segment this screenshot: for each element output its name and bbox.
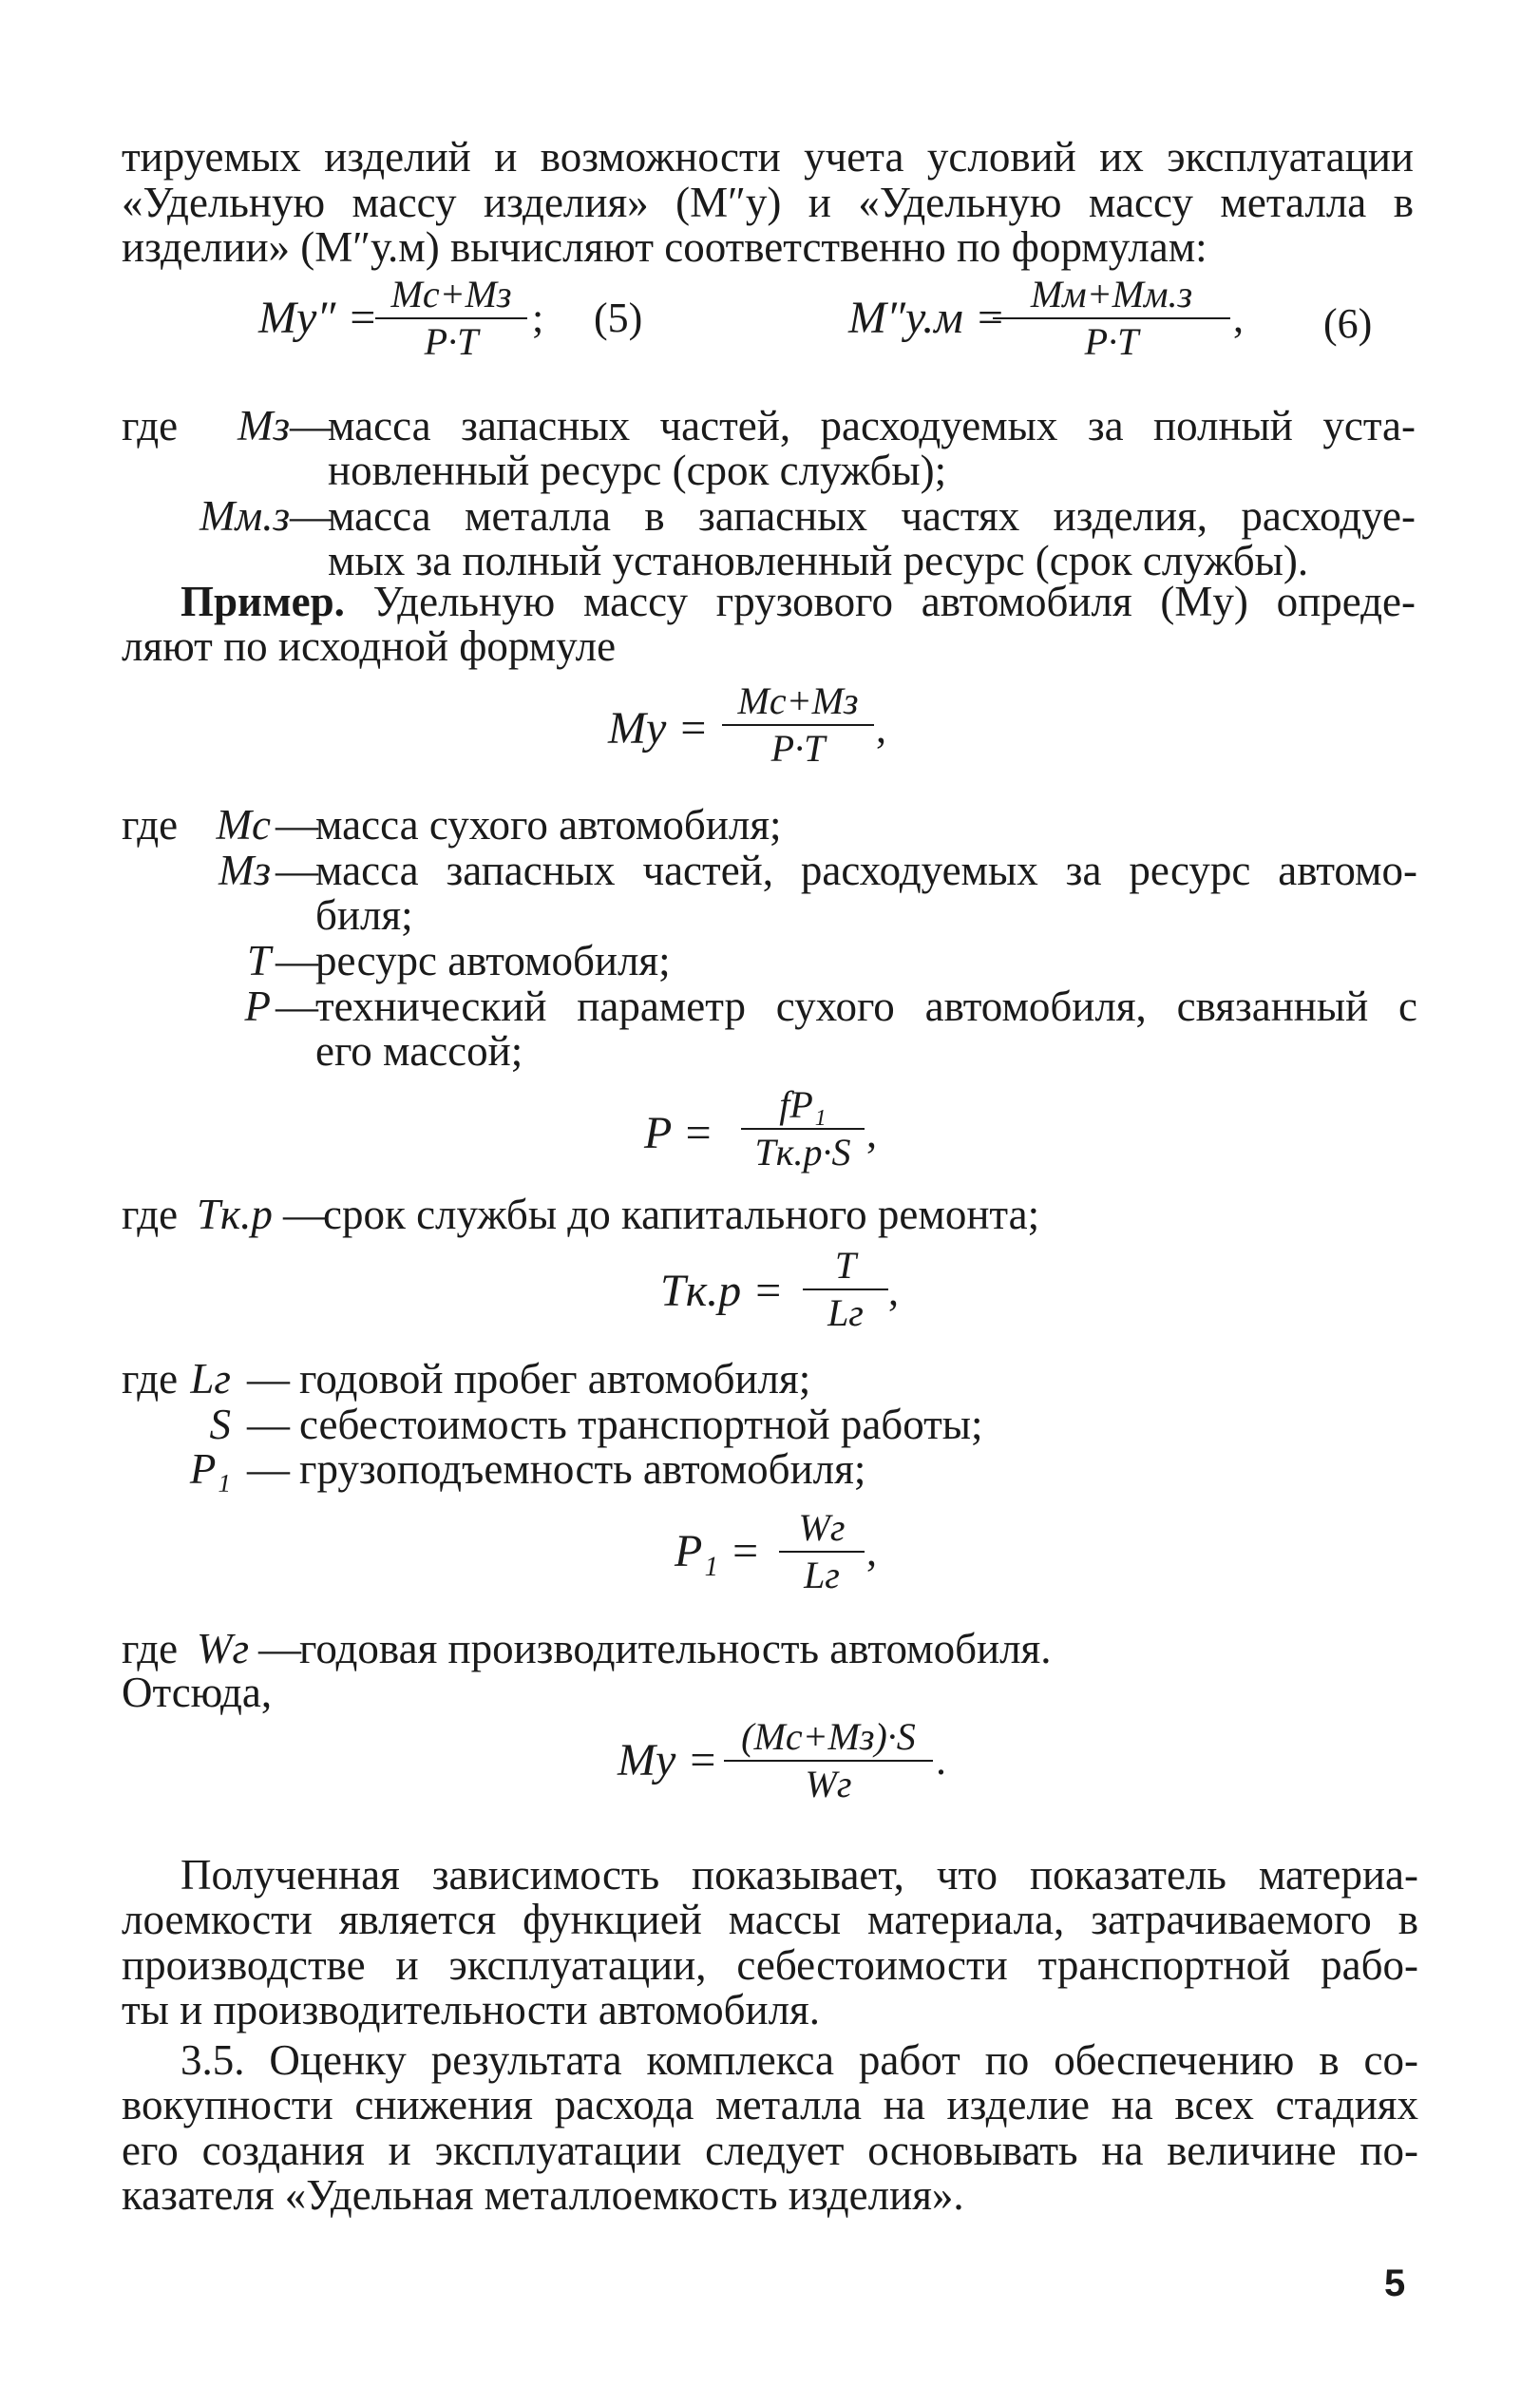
fraction-bar xyxy=(724,1760,933,1762)
formula-final-denominator: Wг xyxy=(805,1763,852,1805)
text-line: Полученная зависимость показывает, что показатель материа- xyxy=(181,1851,1418,1899)
fraction-bar xyxy=(722,724,874,726)
def-dash: — xyxy=(247,1355,290,1403)
def-text: себестоимость транспортной работы; xyxy=(299,1401,983,1448)
formula-6-lhs: M″у.м = xyxy=(848,293,1006,343)
formula-p-numerator: fP₁ xyxy=(779,1083,827,1126)
formula-tkr-denominator: Lг xyxy=(827,1291,864,1334)
fraction-bar xyxy=(803,1288,888,1290)
def-prefix: где xyxy=(122,1191,179,1238)
formula-5-fraction xyxy=(375,273,527,363)
formula-6-numerator: Mм+Mм.з xyxy=(1030,273,1193,315)
def-text: годовая производительность автомобиля. xyxy=(299,1625,1052,1672)
def-text: срок службы до капитального ремонта; xyxy=(323,1191,1040,1238)
text-line: производстве и эксплуатации, себестоимости транспортной рабо- xyxy=(122,1941,1418,1989)
text-line: изделии» (M″у.м) вычисляют соответственно по формулам: xyxy=(122,223,1207,271)
def-text: масса запасных частей, расходуемых за полный уста- xyxy=(328,402,1416,449)
formula-p-trail: , xyxy=(866,1110,877,1156)
formula-p1-denominator: Lг xyxy=(804,1554,840,1596)
def-key: Tк.р xyxy=(197,1191,273,1238)
def-text: новленный ресурс (срок службы); xyxy=(328,447,947,494)
def-text: технический параметр сухого автомобиля, связанный с xyxy=(315,983,1417,1030)
def-dash: — xyxy=(276,983,318,1030)
formula-my-denominator: P·T xyxy=(770,727,826,770)
formula-p1-fraction xyxy=(779,1506,865,1596)
formula-6-denominator: P·T xyxy=(1084,320,1139,363)
def-dash: — xyxy=(247,1445,290,1493)
text-line: ты и производительности автомобиля. xyxy=(122,1986,821,2033)
text-line: лоемкости является функцией массы материала, затрачиваемого в xyxy=(122,1896,1418,1943)
example-label: Пример. xyxy=(181,578,345,625)
def-key: S xyxy=(209,1401,231,1448)
formula-final-lhs: Mу = xyxy=(618,1735,718,1785)
formula-tkr-lhs: Tк.р = xyxy=(660,1266,784,1316)
def-key: Mз xyxy=(237,402,290,449)
def-key: P xyxy=(244,983,271,1030)
def-text: грузоподъемность автомобиля; xyxy=(299,1445,866,1493)
formula-my-lhs: Mу = xyxy=(608,703,709,754)
def-text: его массой; xyxy=(315,1027,523,1075)
def-text: масса запасных частей, расходуемых за ресурс автомо- xyxy=(315,847,1417,894)
def-text: годовой пробег автомобиля; xyxy=(299,1355,811,1403)
text-line: вокупности снижения расхода металла на изделие на всех стадиях xyxy=(122,2081,1418,2128)
example-line-2: ляют по исходной формуле xyxy=(122,622,617,670)
formula-5-numerator: Mс+Mз xyxy=(390,273,512,315)
def-dash: — xyxy=(247,1401,290,1448)
formula-6-fraction xyxy=(993,273,1230,363)
def-dash: — xyxy=(290,402,333,449)
formula-5-denominator: P·T xyxy=(424,320,479,363)
text-line: тируемых изделий и возможности учета условий их эксплуатации xyxy=(122,133,1414,181)
def-text: ресурс автомобиля; xyxy=(315,937,671,984)
def-key: Mз xyxy=(218,847,271,894)
def-prefix: где xyxy=(122,402,179,449)
def-key: P₁ xyxy=(189,1445,231,1493)
formula-6-trail: , xyxy=(1233,295,1244,341)
formula-5-number: (5) xyxy=(594,295,643,341)
def-dash: — xyxy=(258,1625,301,1672)
def-key: Mс xyxy=(216,801,271,849)
formula-p1-numerator: Wг xyxy=(798,1506,846,1549)
formula-my-numerator: Mс+Mз xyxy=(737,679,859,722)
formula-p-lhs: P = xyxy=(644,1108,713,1158)
fraction-bar xyxy=(779,1551,865,1553)
def-dash: — xyxy=(276,801,318,849)
def-key: Lг xyxy=(190,1355,231,1403)
formula-tkr-trail: , xyxy=(888,1268,899,1314)
text-line: 3.5. Оценку результата комплекса работ по обеспечению в со- xyxy=(181,2036,1418,2084)
formula-final-fraction xyxy=(724,1715,933,1805)
formula-p-fraction xyxy=(741,1083,865,1174)
formula-tkr-numerator: T xyxy=(834,1244,857,1287)
def-dash: — xyxy=(290,492,333,540)
def-prefix: где xyxy=(122,801,179,849)
fraction-bar xyxy=(993,317,1230,319)
def-prefix: где xyxy=(122,1625,179,1672)
text-line: казателя «Удельная металлоемкость изделия». xyxy=(122,2171,964,2219)
formula-tkr-fraction xyxy=(803,1244,888,1334)
fraction-bar xyxy=(741,1128,865,1130)
def-dash: — xyxy=(283,1191,326,1238)
text-line: «Удельную массу изделия» (M″у) и «Удельную массу металла в xyxy=(122,179,1414,226)
def-dash: — xyxy=(276,937,318,984)
formula-p-denominator: Tк.р·S xyxy=(754,1131,851,1174)
def-text: масса сухого автомобиля; xyxy=(315,801,782,849)
formula-5-lhs: Mу″ = xyxy=(258,293,378,343)
def-key: Mм.з xyxy=(199,492,290,540)
def-prefix: где xyxy=(122,1355,179,1403)
formula-p1-lhs: P₁ = xyxy=(675,1526,761,1576)
formula-my-trail: , xyxy=(876,705,886,752)
formula-6-number: (6) xyxy=(1323,300,1373,347)
formula-5-trail: ; xyxy=(532,295,544,341)
formula-p1-trail: , xyxy=(866,1528,877,1575)
hence-text: Отсюда, xyxy=(122,1669,273,1716)
def-key: Wг xyxy=(197,1625,250,1672)
page-number: 5 xyxy=(1384,2262,1406,2304)
def-text: масса металла в запасных частях изделия, расходуе- xyxy=(328,492,1416,540)
formula-final-numerator: (Mс+Mз)·S xyxy=(741,1715,916,1758)
def-dash: — xyxy=(276,847,318,894)
def-key: T xyxy=(246,937,271,984)
def-text: мых за полный установленный ресурс (срок службы). xyxy=(328,537,1309,584)
text-line: его создания и эксплуатации следует основывать на величине по- xyxy=(122,2127,1418,2174)
example-line-1: Пример. Удельную массу грузового автомобиля (Mу) опреде- xyxy=(181,578,1416,625)
fraction-bar xyxy=(375,317,527,319)
formula-final-trail: . xyxy=(936,1737,946,1784)
formula-my-fraction xyxy=(722,679,874,770)
def-text: биля; xyxy=(315,891,413,939)
